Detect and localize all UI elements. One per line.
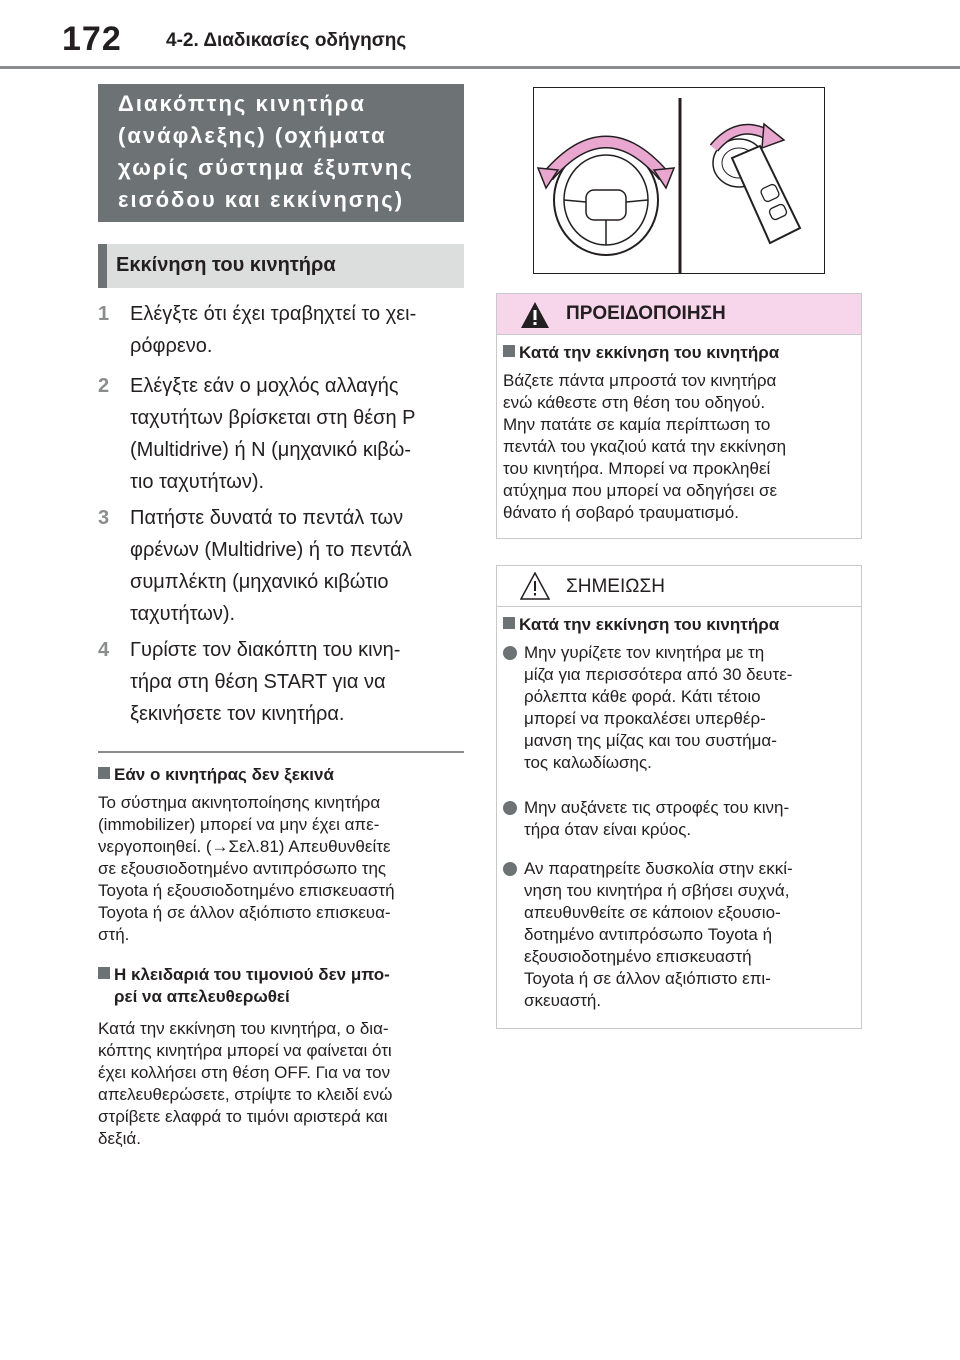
step-line: ρόφρενο. <box>130 335 213 357</box>
note-line: μπορεί να προκαλέσει υπερθέρ- <box>524 709 766 728</box>
note-line: σκευαστή. <box>524 991 602 1010</box>
note-heading: Κατά την εκκίνηση του κινητήρα <box>503 614 858 636</box>
note-line: δοτημένο αντιπρόσωπο Toyota ή <box>524 925 773 944</box>
note-line: νηση του κινητήρα ή σβήσει συχνά, <box>524 881 790 900</box>
info-line: σε εξουσιοδοτημένο αντιπρόσωπο της <box>98 859 387 878</box>
header-divider <box>0 66 960 69</box>
illustration-drawing <box>534 88 824 273</box>
step-line: Ελέγξτε ότι έχει τραβηχτεί το χει- <box>130 303 417 325</box>
info-line: νεργοποιηθεί. (→Σελ.81) Απευθυνθείτε <box>98 837 391 856</box>
subsection-title: Εκκίνηση του κινητήρα <box>116 254 336 276</box>
step-line: συμπλέκτη (μηχανικό κιβώτιο <box>130 571 389 593</box>
info-line: Κατά την εκκίνηση του κινητήρα, ο δια- <box>98 1019 389 1038</box>
step-line: φρένων (Multidrive) ή το πεντάλ <box>130 539 412 561</box>
warning-line: του κινητήρα. Μπορεί να προκληθεί <box>503 459 771 478</box>
info-line: δεξιά. <box>98 1129 141 1148</box>
bullet-dot-icon <box>503 862 517 876</box>
info-line: στρίβετε ελαφρά το τιμόνι αριστερά και <box>98 1107 388 1126</box>
info-line: στή. <box>98 925 130 944</box>
square-bullet-icon <box>98 967 110 979</box>
page-title <box>118 88 458 216</box>
warning-triangle-icon <box>520 301 550 329</box>
note-line: Μην γυρίζετε τον κινητήρα με τη <box>524 643 765 662</box>
bullet-dot-icon <box>503 801 517 815</box>
step-line: Γυρίστε τον διακόπτη του κινη- <box>130 639 401 661</box>
info-line: έχει κολλήσει στη θέση OFF. Για να τον <box>98 1063 391 1082</box>
note-line: Μην αυξάνετε τις στροφές του κινη- <box>524 798 790 817</box>
step-number: 3 <box>98 507 110 529</box>
step-line: ταχυτήτων). <box>130 603 236 625</box>
step-line: τήρα στη θέση START για να <box>130 671 386 693</box>
note-line: μανση της μίζας και του συστήμα- <box>524 731 777 750</box>
step-line: Πατήστε δυνατά το πεντάλ των <box>130 507 404 529</box>
note-header <box>496 565 862 607</box>
note-line: μίζα για περισσότερα από 30 δευτε- <box>524 665 793 684</box>
step-4 <box>98 634 468 730</box>
section-divider <box>98 751 464 753</box>
info-paragraph <box>98 792 468 946</box>
step-number: 1 <box>98 303 110 325</box>
step-line: τιο ταχυτήτων). <box>130 471 265 493</box>
step-3 <box>98 502 468 630</box>
info-line: Toyota ή εξουσιοδοτημένο επισκευαστή <box>98 881 395 900</box>
warning-line: ενώ κάθεστε στη θέση του οδηγού. <box>503 393 766 412</box>
note-title: ΣΗΜΕΙΩΣΗ <box>566 576 665 597</box>
step-number: 2 <box>98 375 110 397</box>
step-line: (Multidrive) ή N (μηχανικό κιβώ- <box>130 439 412 461</box>
note-bullet <box>524 797 860 841</box>
note-line: Toyota ή σε άλλον αξιόπιστο επι- <box>524 969 771 988</box>
info-heading: Εάν ο κινητήρας δεν ξεκινά <box>98 764 468 786</box>
info-line: (immobilizer) μπορεί να μην έχει απε- <box>98 815 380 834</box>
step-2 <box>98 370 468 498</box>
warning-line: Βάζετε πάντα μπροστά τον κινητήρα <box>503 371 777 390</box>
note-line: απευθυνθείτε σε κάποιον εξουσιο- <box>524 903 781 922</box>
title-line: Διακόπτης κινητήρα <box>118 91 366 116</box>
warning-line: Μην πατάτε σε καμία περίπτωση το <box>503 415 771 434</box>
subsection-bar <box>98 244 107 288</box>
note-bullet <box>524 858 860 1012</box>
info-line: απελευθερώσετε, στρίψτε το κλειδί ενώ <box>98 1085 393 1104</box>
ignition-illustration <box>533 87 825 274</box>
step-1 <box>98 298 468 362</box>
step-line: Ελέγξτε εάν ο μοχλός αλλαγής <box>130 375 399 397</box>
note-line: εξουσιοδοτημένο επισκευαστή <box>524 947 752 966</box>
note-line: τήρα όταν είναι κρύος. <box>524 820 692 839</box>
warning-heading: Κατά την εκκίνηση του κινητήρα <box>503 342 858 364</box>
warning-line: ατύχημα που μπορεί να οδηγήσει σε <box>503 481 778 500</box>
page-number: 172 <box>62 20 122 58</box>
info-line: Toyota ή σε άλλον αξιόπιστο επισκευα- <box>98 903 391 922</box>
key-icon <box>732 146 800 243</box>
square-bullet-icon <box>503 617 515 629</box>
step-number: 4 <box>98 639 110 661</box>
note-triangle-icon <box>520 572 550 600</box>
note-line: ρόλεπτα κάθε φορά. Κάτι τέτοιο <box>524 687 761 706</box>
note-bullet <box>524 642 860 774</box>
warning-line: πεντάλ του γκαζιού κατά την εκκίνηση <box>503 437 787 456</box>
info-line: κόπτης κινητήρα μπορεί να φαίνεται ότι <box>98 1041 392 1060</box>
info-line: Το σύστημα ακινητοποίησης κινητήρα <box>98 793 381 812</box>
bullet-dot-icon <box>503 646 517 660</box>
warning-line: θάνατο ή σοβαρό τραυματισμό. <box>503 503 739 522</box>
square-bullet-icon <box>503 345 515 357</box>
info-heading: Η κλειδαριά του τιμονιού δεν μπο- ρεί να απελευθερωθεί <box>98 964 468 1008</box>
info-paragraph <box>98 1018 468 1150</box>
warning-body <box>503 370 858 524</box>
note-line: Αν παρατηρείτε δυσκολία στην εκκί- <box>524 859 793 878</box>
section-title: 4-2. Διαδικασίες οδήγησης <box>166 30 407 51</box>
title-line: χωρίς σύστημα έξυπνης <box>118 155 414 180</box>
step-line: ταχυτήτων βρίσκεται στη θέση P <box>130 407 416 429</box>
warning-title: ΠΡΟΕΙΔΟΠΟΙΗΣΗ <box>566 303 726 324</box>
title-line: (ανάφλεξης) (οχήματα <box>118 123 387 148</box>
title-line: εισόδου και εκκίνησης) <box>118 187 405 212</box>
step-line: ξεκινήσετε τον κινητήρα. <box>130 703 345 725</box>
square-bullet-icon <box>98 767 110 779</box>
note-line: τος καλωδίωσης. <box>524 753 652 772</box>
